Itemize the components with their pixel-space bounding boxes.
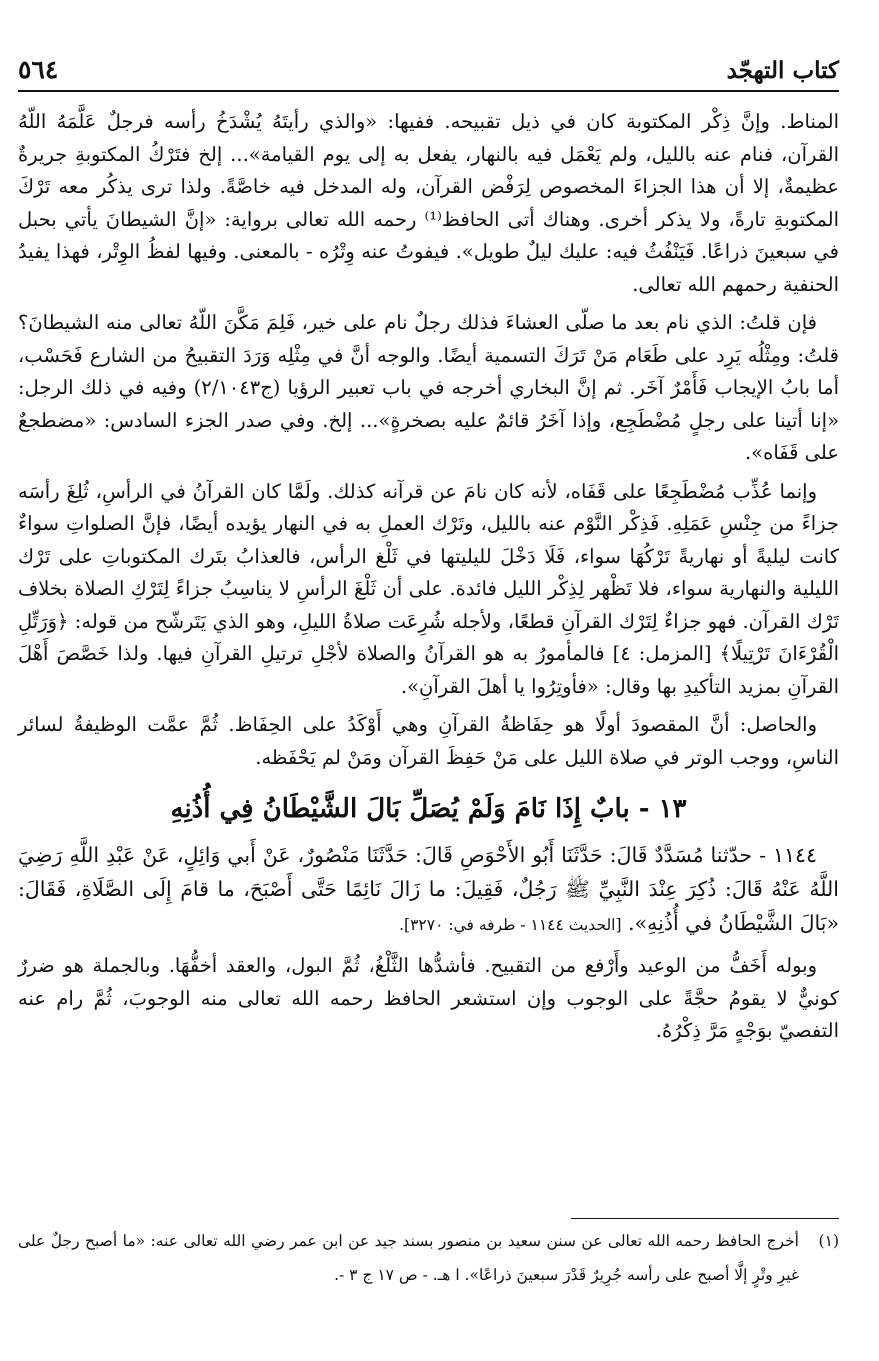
closing-paragraph: وبوله أَخَفُّ من الوعيد وأَرْفع من التقبيح. فأشدُّها الثَّلْغُ، ثُمَّ البول، والعقد أخفُّهَا. وبالجملة هو ضررٌ كونيٌّ لا يقومُ حجَّةً على الوجوب وإن استشعر الحافظ رحمه الله تعالى منه الوجوبَ، ثُمَّ رام عنه التفصيّ بوَجْهٍ مَرَّ ذِكْرُهُ. [18, 954, 839, 1042]
page-number: ٥٦٤ [18, 55, 59, 84]
hadith-text [18, 838, 839, 942]
page-body [18, 106, 839, 1054]
hadith-reference: [الحديث ١١٤٤ - طرفه في: ٣٢٧٠]. [399, 916, 622, 934]
paragraph-1: المناط. وإنَّ ذِكْر المكتوبة كان في ذيل تقبيحه. ففيها: «والذي رأيتَهُ يُشْدَخُ رأسه فرجلٌ عَلَّمَهُ اللّهُ القرآن، فنام عنه بالليل، ولم يَعْمَل فيه بالنهار، يفعل به إلى يوم القيامة»... إلخ فتَرْكُ المكتوبةِ جريرةٌ عظيمةٌ، إلا أن هذا الجزاءَ المخصوص لِرَفْض القرآن، وله المدخل فيه خاصَّةً. ولذا ترى يذكُر معه تَرْكَ المكتوبةِ تارةً، ولا يذكر أخرى. وهناك أتى الحافظ⁽¹⁾ رحمه الله تعالى برواية: «إنَّ الشيطانَ يأتي بحبل في سبعينَ ذراعًا. فَيَنْفُثُ فيه: عليك ليلٌ طويل». فيفوتُ عنه وِتْرُه - بالمعنى. وفيها لفظُ الوِتْر، فهذا يفيدُ الحنفية رحمهم الله تعالى. [18, 110, 839, 296]
footnote-divider [571, 1218, 839, 1219]
footnote-text: أخرج الحافظ رحمه الله تعالى عن سنن سعيد بن منصور بسند جيد عن ابن عمر رضي الله تعالى عنه: «ما أصبح رجلٌ على غيرِ وتْرٍ إلَّا أصبح على رأسه جُرِيرٌ قَدْرَ سبعينَ ذراعًا». ا هـ. - ص ١٧ ج ٣ -. [18, 1232, 799, 1284]
paragraph-3: وإنما عُذِّب مُضْطَجِعًا على قَفَاه، لأنه كان نامَ عن قرآنه كذلك. ولَمَّا كان القرآنُ في الرأسِ، ثُلِغَ رأسَه جزاءً من جِنْسِ عَمَلِهِ. فَذِكْر النَّوْم عنه بالليل، وتَرْك العملِ به في النهار يؤيده أيضًا، فإنَّ الصلواتِ سواءٌ كانت ليليةً أو نهاريةً تَرْكُهَا سواء، فَلَا دَخْلَ لليليتها في ثَلْغ الرأس، فالعذابُ بتَرك المكتوباتِ على تَرْك الليلية والنهارية سواء، فلا تَظْهر لِذِكْر الليل فائدة. على أن ثَلْغَ الرأسِ لا يناسِبُ جزاءً لِتَرْكِ الصلاة بخلاف تَرْك القرآن. فهو جزاءٌ لِتَرْك القرآنِ قطعًا، ولأجله شُرِعَت صلاةُ الليلِ، وهو الذي يَتَرشّح من قوله: ﴿وَرَتِّلِ الْقُرْءَانَ تَرْتِيلًا﴾ [المزمل: ٤] فالمأمورُ به هو القرآنُ والصلاة لأجْلِ ترتيلِ القرآنِ فيها. ولذا خَصَّصَ أَهْلَ القرآنِ بمزيد التأكيدِ بها وقال: «فأوتِرُوا يا أهلَ القرآنِ». [18, 479, 839, 698]
chapter-heading: ١٣ - بابٌ إِذَا نَامَ وَلَمْ يُصَلِّ بَالَ الشَّيْطَانُ فِي أُذُنِهِ [170, 794, 687, 824]
paragraph-4: والحاصل: أنَّ المقصودَ أولًا هو حِفَاظةُ القرآنِ وهي أَوْكَدُ على الحِفَاظ. ثُمَّ عمَّت الوظيفةُ لسائر الناسِ، ووجب الوتر في صلاة الليل على مَنْ حَفِظَ القرآن ومَنْ لم يَحْفَظه. [18, 713, 839, 769]
running-title: كتاب التهجّد [726, 57, 839, 84]
paragraph-2: فإن قلتُ: الذي نام بعد ما صلّى العشاءَ فذلك رجلٌ نام على خير، فَلِمَ مَكَّنَ اللّهُ تعالى منه الشيطانَ؟ قلتُ: ومِثْلُه يَرِد على طَعَام مَنْ تَرَكَ التسمية أيضًا. والوجه أنَّ في مِثْلِه وَرَدَ التقبيحُ من الشارع فَحَسْب، أما بابُ الإيجاب فَأَمْرٌ آخَر. ثم إنَّ البخاري أخرجه في باب تعبير الرؤيا (ج٢/١٠٤٣) وفيه في ذلك الرجل: «إنا أتينا على رجلٍ مُضْطَجِع، وإذا آخَرُ قائمٌ عليه بصخرةٍ»... إلخ. وفي صدر الجزء السادس: «مضطجعٌ على قَفَاه». [18, 311, 839, 464]
footnote-number: (١) [818, 1232, 839, 1250]
footnote [18, 1224, 839, 1292]
hadith-body: ١١٤٤ - حدّثنا مُسَدَّدٌ قَالَ: حَدَّثَنَا أَبُو الأَحْوَصِ قَالَ: حَدَّثَنَا مَنْصُورٌ، عَنْ أَبي وَائِلٍ، عَنْ عَبْدِ اللَّهِ رَضِيَ اللَّهُ عَنْهُ قَالَ: ذُكِرَ عِنْدَ النَّبِيِّ ﷺ رَجُلٌ، فَقِيلَ: ما زَالَ نَائِمًا حَتَّى أَصْبَحَ، ما قامَ إِلَى الصَّلَاةِ، فَقَالَ: «بَالَ الشَّيْطَانُ في أُذُنِهِ». [18, 843, 839, 935]
page-header [18, 40, 839, 92]
